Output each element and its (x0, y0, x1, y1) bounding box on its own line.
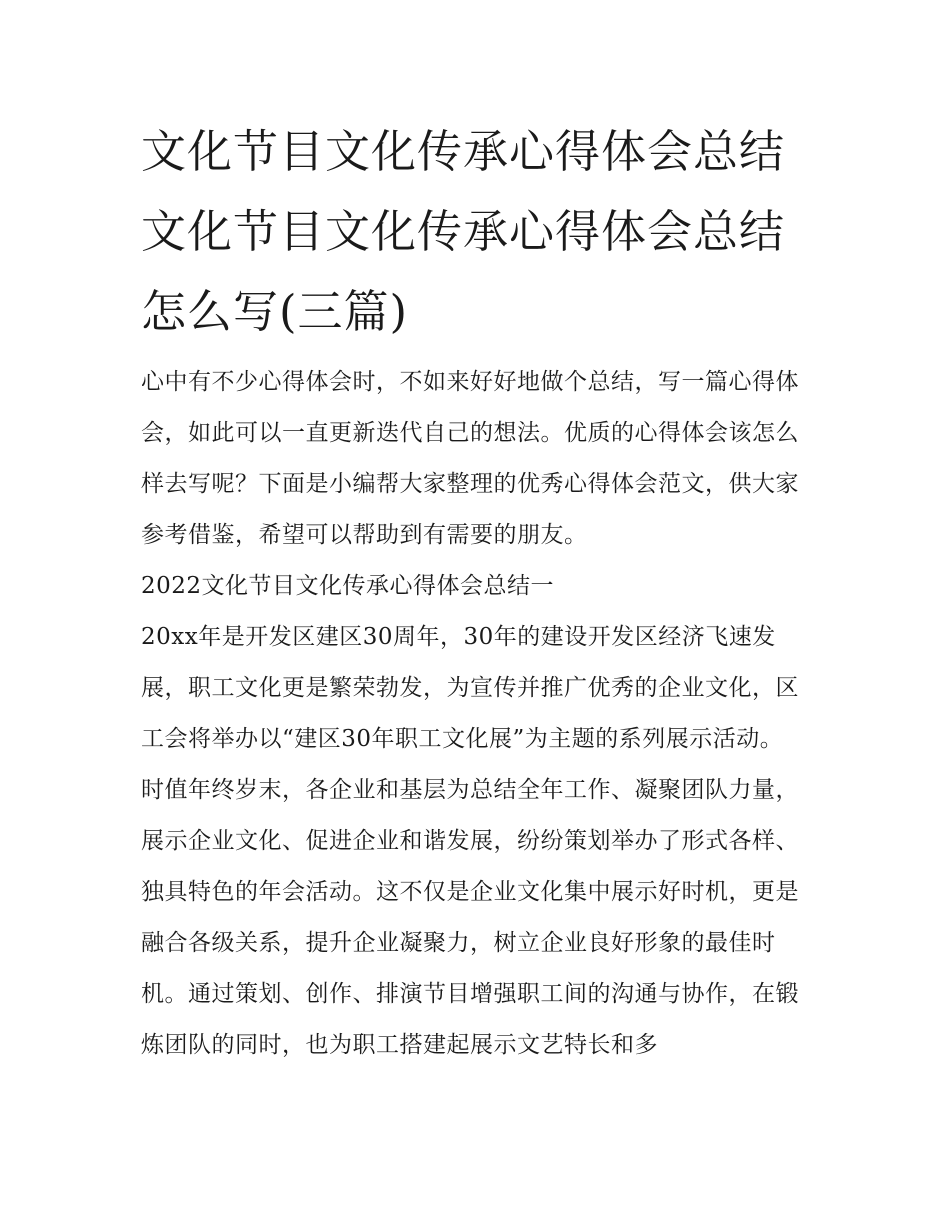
body-paragraph: 时值年终岁末，各企业和基层为总结全年工作、凝聚团队力量，展示企业文化、促进企业和谐发展，纷纷策划举办了形式各样、独具特色的年会活动。这不仅是企业文化集中展示好时机，更是融合各级关系，提升企业凝聚力，树立企业良好形象的最佳时机。通过策划、创作、排演节目增强职工间的沟通与协作，在锻炼团队的同时，也为职工搭建起展示文艺特长和多 (141, 777, 799, 1058)
intro-paragraph: 心中有不少心得体会时，不如来好好地做个总结，写一篇心得体会，如此可以一直更新迭代自己的想法。优质的心得体会该怎么样去写呢？下面是小编帮大家整理的优秀心得体会范文，供大家参考借鉴，希望可以帮助到有需要的朋友。 (141, 369, 799, 548)
document-page (141, 112, 813, 1071)
body-paragraph: 20xx年是开发区建区30周年，30年的建设开发区经济飞速发展，职工文化更是繁荣勃发，为宣传并推广优秀的企业文化，区工会将举办以“建区30年职工文化展”为主题的系列展示活动。 (141, 624, 799, 752)
document-title: 文化节目文化传承心得体会总结 文化节目文化传承心得体会总结怎么写(三篇) (141, 125, 786, 338)
section-heading: 2022文化节目文化传承心得体会总结一 (141, 573, 555, 599)
